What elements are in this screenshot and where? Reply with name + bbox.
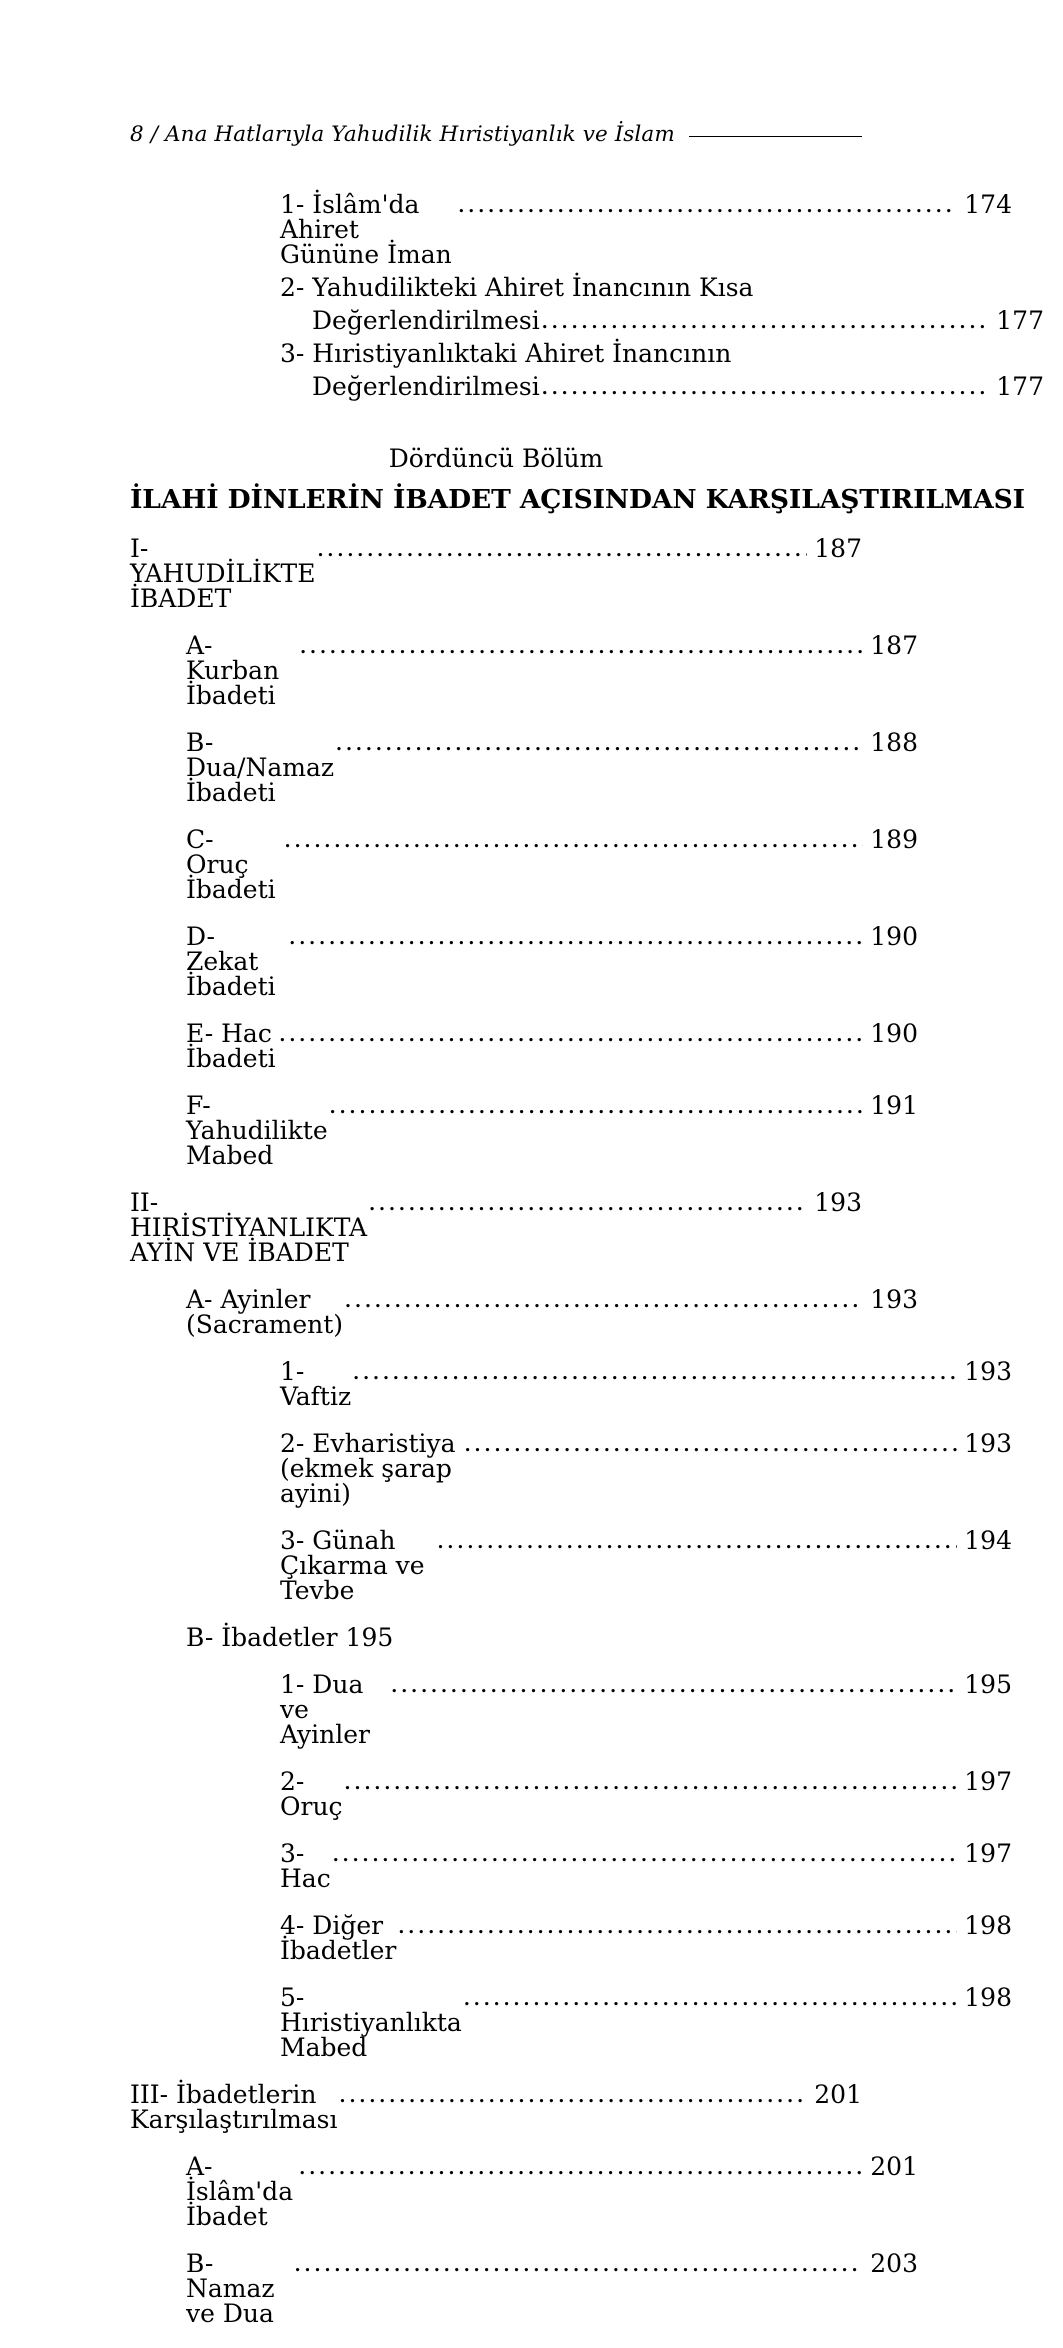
toc-entry-label: Değerlendirilmesi [312, 306, 540, 335]
toc-dot-leader [329, 1092, 864, 1117]
toc-entry-label: 2- Oruç [280, 1767, 343, 1821]
toc-entry-label: B- İbadetler 195 [186, 1623, 394, 1652]
toc-entry[interactable] [130, 1625, 918, 1650]
toc-entry-label: Değerlendirilmesi [312, 372, 540, 401]
running-header [130, 122, 862, 147]
toc-entry-label: C- Oruç İbadeti [186, 825, 276, 904]
toc-entry-label: A- Ayinler (Sacrament) [186, 1285, 351, 1339]
toc-entry[interactable] [130, 1021, 918, 1071]
toc-entry-label: 3- Hac [280, 1839, 331, 1893]
toc-entry-page-number: 198 [964, 1983, 1012, 2012]
toc-entry-label: 2- Evharistiya (ekmek şarap ayini) [280, 1429, 464, 1508]
toc-entry-label: 2- Yahudilikteki Ahiret İnancının Kısa [280, 273, 754, 302]
toc-entry-page-number: 201 [870, 2152, 918, 2181]
toc-entry-page-number: 190 [870, 922, 918, 951]
toc-entry-label: B- Dua/Namaz İbadeti [186, 728, 342, 807]
toc-entry[interactable] [130, 1359, 1012, 1409]
toc-entry-label: I- YAHUDİLİKTE İBADET [130, 534, 324, 613]
toc-entry-page-number: 174 [964, 190, 1012, 219]
toc-entry[interactable] [130, 1431, 1012, 1506]
toc-entry-page-number: 190 [870, 1019, 918, 1048]
toc-entry-page-number: 193 [964, 1357, 1012, 1386]
toc-entry-label: 3- Günah Çıkarma ve Tevbe [280, 1526, 433, 1605]
toc-entry[interactable] [130, 1841, 1012, 1891]
toc-entry-label: 4- Diğer İbadetler [280, 1911, 397, 1965]
toc-entry[interactable] [130, 2082, 862, 2132]
toc-entry-label: 1- İslâm'da Ahiret Gününe İman [280, 190, 460, 269]
toc-dot-leader [344, 1768, 958, 1793]
toc-entry-page-number: 187 [814, 534, 862, 563]
toc-entry[interactable] [130, 924, 918, 999]
toc-entry-label: 5- Hıristiyanlıkta Mabed [280, 1983, 470, 2062]
toc-dot-leader [436, 1527, 957, 1552]
toc-entry[interactable] [130, 730, 918, 805]
toc-dot-leader [463, 1984, 957, 2009]
toc-dot-leader [390, 1671, 957, 1696]
toc-entry-page-number: 177 [996, 306, 1044, 335]
toc-dot-leader [288, 923, 863, 948]
toc-dot-leader [316, 535, 807, 560]
toc-entry[interactable] [130, 1093, 918, 1168]
toc-entry[interactable] [130, 1913, 1012, 1963]
toc-dot-leader [457, 191, 957, 216]
toc-entry[interactable] [130, 1190, 862, 1265]
toc-entry-page-number: 201 [814, 2080, 862, 2109]
toc-dot-leader [352, 1358, 957, 1383]
toc-entry-page-number: 197 [964, 1839, 1012, 1868]
toc-entry[interactable] [130, 2251, 918, 2326]
running-header-title: 8 / Ana Hatlarıyla Yahudilik Hıristiyanlık ve İslam [130, 122, 675, 147]
toc-dot-leader [464, 1430, 958, 1455]
toc-entry-page-number: 187 [870, 631, 918, 660]
toc-dot-leader [299, 632, 863, 657]
toc-entry-label: A- Kurban İbadeti [186, 631, 288, 710]
toc-entry-label: A- İslâm'da İbadet [186, 2152, 302, 2231]
toc-dot-leader [339, 2081, 808, 2106]
toc-entry[interactable] [130, 2154, 918, 2229]
toc-dot-leader [368, 1189, 807, 1214]
toc-entry-label: F- Yahudilikte Mabed [186, 1091, 336, 1170]
toc-entry-page-number: 193 [964, 1429, 1012, 1458]
toc-dot-leader [332, 1840, 958, 1865]
toc-entry[interactable] [130, 374, 1044, 399]
toc-dot-leader [541, 373, 990, 398]
toc-section-continued [130, 190, 1044, 407]
toc-entry-page-number: 189 [870, 825, 918, 854]
toc-dot-leader [298, 2153, 863, 2178]
toc-section-chapter-four [130, 534, 1012, 2348]
toc-entry-page-number: 203 [870, 2249, 918, 2278]
toc-dot-leader [335, 729, 863, 754]
chapter-title: İLAHİ DİNLERİN İBADET AÇISINDAN KARŞILAŞTIRILMASI [130, 484, 1025, 515]
toc-dot-leader [397, 1912, 957, 1937]
toc-entry[interactable] [130, 633, 918, 708]
toc-entry[interactable] [130, 1672, 1012, 1747]
toc-entry[interactable] [130, 827, 918, 902]
toc-dot-leader [541, 307, 990, 332]
toc-entry-label: B- Namaz ve Dua [186, 2249, 283, 2328]
toc-entry-page-number: 193 [814, 1188, 862, 1217]
toc-entry-page-number: 188 [870, 728, 918, 757]
toc-entry[interactable] [130, 1769, 1012, 1819]
chapter-kicker: Dördüncü Bölüm [388, 444, 604, 473]
toc-entry[interactable] [130, 192, 1012, 267]
toc-entry-page-number: 197 [964, 1767, 1012, 1796]
toc-entry[interactable] [130, 1985, 1012, 2060]
toc-dot-leader [278, 1020, 863, 1045]
toc-entry[interactable] [130, 1287, 918, 1337]
toc-entry[interactable] [130, 536, 862, 611]
toc-entry-label: II- HIRİSTİYANLIKTA AYİN VE İBADET [130, 1188, 376, 1267]
toc-dot-leader [284, 826, 864, 851]
toc-entry[interactable] [130, 275, 1012, 300]
running-header-rule [689, 136, 862, 137]
toc-entry-label: E- Hac İbadeti [186, 1019, 280, 1073]
toc-entry[interactable] [130, 341, 1012, 366]
toc-entry-label: D- Zekat İbadeti [186, 922, 276, 1001]
toc-entry-page-number: 198 [964, 1911, 1012, 1940]
toc-entry-label: 1- Vaftiz [280, 1357, 360, 1411]
toc-entry[interactable] [130, 308, 1044, 333]
toc-entry-page-number: 177 [996, 372, 1044, 401]
toc-entry-page-number: 193 [870, 1285, 918, 1314]
toc-entry-page-number: 195 [964, 1670, 1012, 1699]
toc-entry[interactable] [130, 1528, 1012, 1603]
toc-dot-leader [344, 1286, 863, 1311]
toc-entry-label: 1- Dua ve Ayinler [280, 1670, 378, 1749]
toc-entry-page-number: 191 [870, 1091, 918, 1120]
toc-entry-label: III- İbadetlerin Karşılaştırılması [130, 2080, 338, 2134]
toc-dot-leader [294, 2250, 864, 2275]
toc-entry-page-number: 194 [964, 1526, 1012, 1555]
toc-entry-label: 3- Hıristiyanlıktaki Ahiret İnancının [280, 339, 732, 368]
